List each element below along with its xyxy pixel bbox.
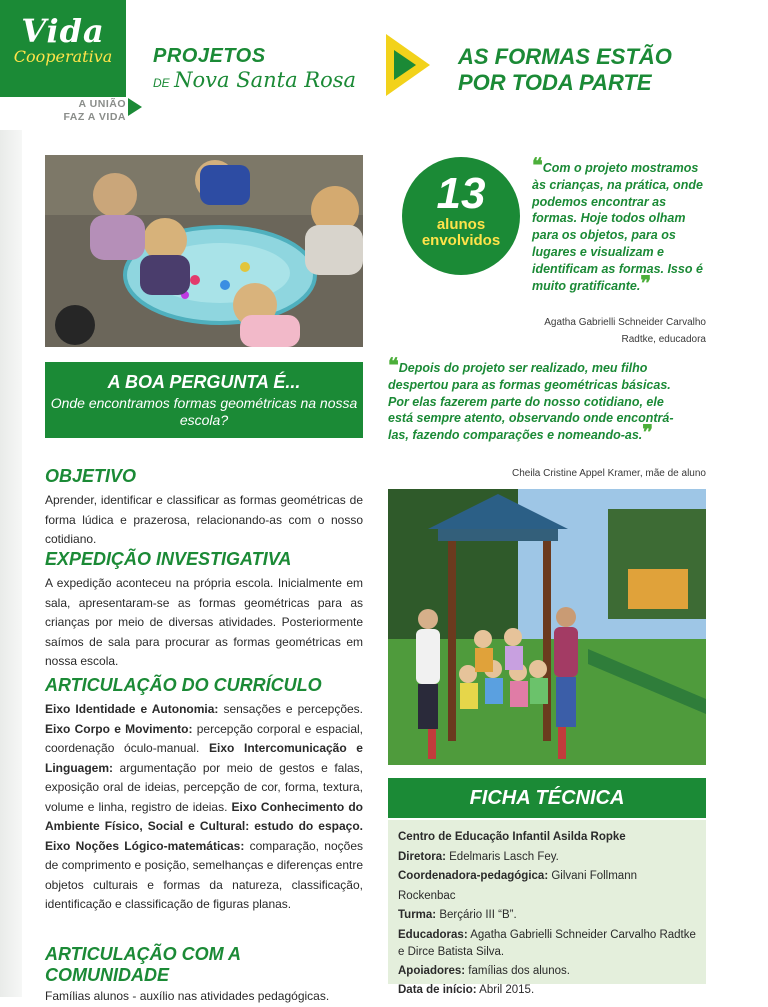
tagline-arrow-icon <box>128 98 142 116</box>
left-decor-stripe <box>0 130 22 997</box>
turma-value: Berçário III “B”. <box>436 909 517 921</box>
comunidade-heading: ARTICULAÇÃO COM A COMUNIDADE <box>45 944 241 985</box>
ficha-educadoras <box>388 926 706 962</box>
curriculo-text <box>45 700 363 915</box>
diretora-value: Edelmaris Lasch Fey. <box>445 850 559 863</box>
quote-parent <box>388 353 688 445</box>
ficha-coordenadora <box>388 867 706 906</box>
educ-label: Educadoras: <box>398 928 468 941</box>
ficha-diretora <box>388 848 706 868</box>
eixo1-text: sensações e percepções. <box>218 702 363 716</box>
objetivo-section <box>45 466 363 550</box>
eixo2-text: percepção corporal e espacial, coordenação óculo-manual. <box>45 721 363 755</box>
ficha-inicio <box>388 981 706 1001</box>
green-arrow-icon <box>394 50 416 80</box>
eixo5-text: comparação, noções de comprimento e posição, semelhanças e diferenças entre objetos culturais e formas da natureza, classificação, identificação e classificação de figuras planas. <box>45 838 363 911</box>
coord-value: Gilvani Follmann Rockenbac <box>398 870 637 902</box>
vida-cooperativa-logo <box>0 0 126 97</box>
title-line2: POR TODA PARTE <box>458 70 652 95</box>
expedicao-text: A expedição aconteceu na própria escola. Inicialmente em sala, apresentaram-se as formas geométricas para as crianças por meio de diversas atividades. Posteriormente saímos de sala para procurar as formas geométricas em nossa escola. <box>45 576 363 668</box>
playground-group-photo <box>388 489 706 765</box>
close-quote-icon: ❞ <box>642 420 654 445</box>
badge-line2: envolvidos <box>421 232 501 249</box>
ficha-apoiadores <box>388 962 706 982</box>
eixo5-label: Eixo Noções Lógico-matemáticas: <box>45 838 245 853</box>
objetivo-text: Aprender, identificar e classificar as formas geométricas de forma lúdica e prazerosa, relacionando-as com o nosso cotidiano. <box>45 493 363 546</box>
photo2-illustration <box>388 489 706 765</box>
question-heading: A BOA PERGUNTA É... <box>107 372 301 392</box>
quote-educator <box>532 153 712 295</box>
tagline-line2: FAZ A VIDA <box>63 111 126 123</box>
eixo3-label: Eixo Intercomunicação e Linguagem: <box>45 741 363 775</box>
curriculo-heading: ARTICULAÇÃO DO CURRÍCULO <box>45 675 322 695</box>
quote1-author-line2: Radtke, educadora <box>621 334 706 345</box>
students-count: 13 <box>436 169 486 218</box>
quote1-attribution <box>500 314 706 348</box>
inicio-label: Data de início: <box>398 984 477 996</box>
children-water-activity-photo <box>45 155 363 347</box>
curriculo-section <box>45 675 363 915</box>
close-quote-icon: ❞ <box>640 270 652 295</box>
educ-value: Agatha Gabrielli Schneider Carvalho Radtke e Dirce Batista Silva. <box>398 928 696 958</box>
tagline <box>46 98 126 124</box>
expedicao-section <box>45 549 363 672</box>
expedicao-heading: EXPEDIÇÃO INVESTIGATIVA <box>45 549 292 569</box>
title-line1: AS FORMAS ESTÃO <box>458 44 672 69</box>
de-label: DE <box>153 76 170 90</box>
page-title <box>458 44 758 96</box>
turma-label: Turma: <box>398 909 437 921</box>
open-quote-icon: ❝ <box>388 353 399 377</box>
projetos-label: PROJETOS <box>153 45 266 67</box>
question-box <box>45 362 363 438</box>
photo1-illustration <box>45 155 363 347</box>
objetivo-heading: OBJETIVO <box>45 466 137 486</box>
quote2-attribution: Cheila Cristine Appel Kramer, mãe de aluno <box>512 468 706 479</box>
apoio-label: Apoiadores: <box>398 964 466 977</box>
question-text: Onde encontramos formas geométricas na nossa escola? <box>50 395 358 428</box>
logo-cooperativa: Cooperativa <box>13 47 113 66</box>
ficha-school <box>388 828 706 848</box>
eixo4-label: Eixo Conhecimento do Ambiente Físico, Social e Cultural: estudo do espaço. <box>45 799 363 833</box>
city-name: Nova Santa Rosa <box>174 68 357 92</box>
badge-line1: alunos <box>436 216 486 233</box>
ficha-tecnica-heading: FICHA TÉCNICA <box>388 778 706 818</box>
eixo2-label: Eixo Corpo e Movimento: <box>45 721 193 736</box>
city-label <box>153 68 356 92</box>
quote1-text: Com o projeto mostramos às crianças, na prática, onde podemos encontrar as formas. Hoje todos olham para os objetos, para os lugares e visualizam e identificam as formas. Isso é muito gratificante. <box>532 161 703 293</box>
open-quote-icon: ❝ <box>532 153 543 177</box>
ficha-turma <box>388 906 706 926</box>
students-count-badge <box>402 157 520 275</box>
comunidade-section <box>45 944 363 1007</box>
school-name: Centro de Educação Infantil Asilda Ropke <box>398 831 626 843</box>
coord-label: Coordenadora-pedagógica: <box>398 870 549 882</box>
diretora-label: Diretora: <box>398 850 446 863</box>
quote1-author-line1: Agatha Gabrielli Schneider Carvalho <box>544 317 706 328</box>
comunidade-text: Famílias alunos - auxílio nas atividades pedagógicas. <box>45 989 330 1003</box>
eixo1-label: Eixo Identidade e Autonomia: <box>45 702 219 716</box>
tagline-line1: A UNIÃO <box>78 98 126 110</box>
quote2-text: Depois do projeto ser realizado, meu filho despertou para as formas geométricas básicas. Por elas fazerem parte do nosso cotidiano, ele está sempre atento, observando onde encontrá-las, fazendo comparações e nomeando-as. <box>388 361 674 443</box>
eixo3-text: argumentação por meio de gestos e falas, exposição oral de ideias, percepção de cor, forma, textura, volume e linha, registro de ideias. <box>45 760 363 814</box>
apoio-value: famílias dos alunos. <box>465 964 570 977</box>
ficha-tecnica-body <box>388 820 706 996</box>
logo-vida: Vida <box>21 12 105 50</box>
inicio-value: Abril 2015. <box>476 984 535 996</box>
